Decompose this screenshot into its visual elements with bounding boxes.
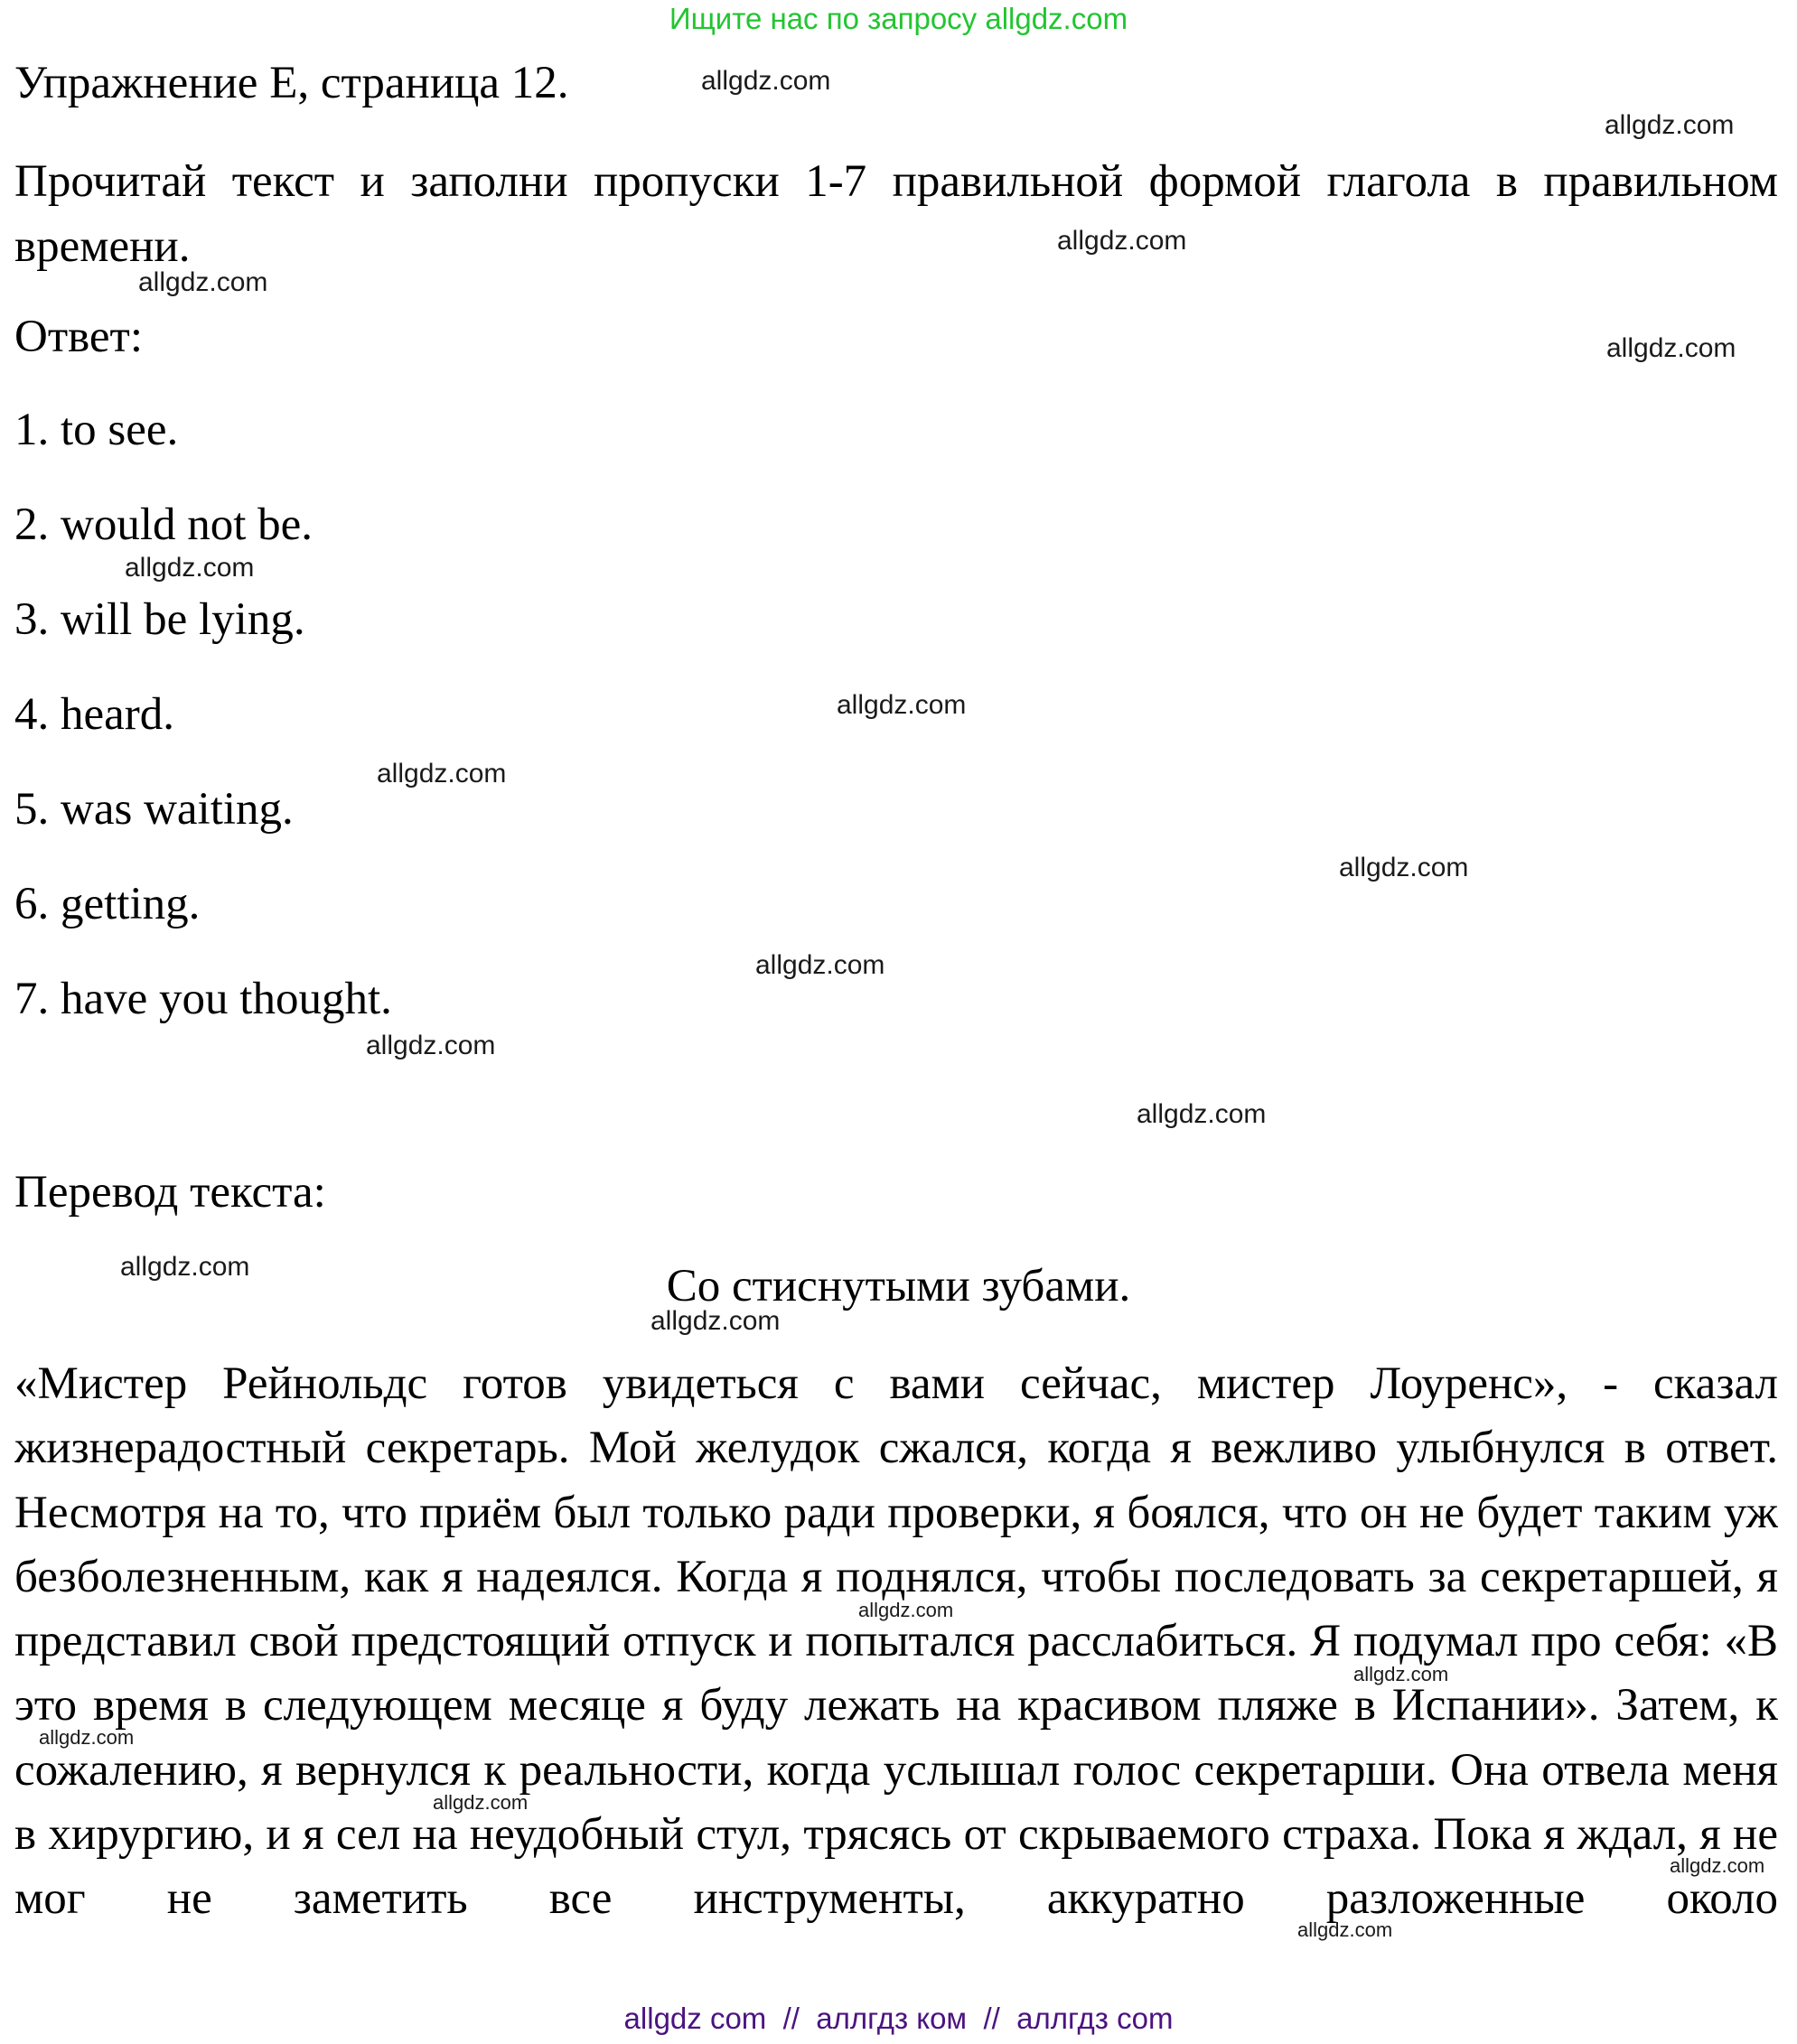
answer-item: 7. have you thought. [14, 974, 392, 1024]
answer-item: 4. heard. [14, 689, 175, 740]
answer-list [14, 403, 392, 1067]
watermark: allgdz.com [1339, 853, 1469, 882]
answer-item: 1. to see. [14, 405, 179, 455]
translation-label: Перевод текста: [14, 1167, 326, 1218]
footer-banner: allgdz com // аллгдз ком // аллгдз com [623, 2002, 1174, 2035]
watermark: allgdz.com [138, 267, 268, 297]
watermark: allgdz.com [650, 1306, 781, 1336]
answer-item: 3. will be lying. [14, 594, 305, 645]
search-banner: Ищите нас по запросу allgdz.com [669, 2, 1128, 35]
watermark: allgdz.com [39, 1726, 135, 1749]
watermark: allgdz.com [377, 759, 507, 789]
watermark: allgdz.com [1057, 226, 1187, 256]
story-title: Со стиснутыми зубами. [666, 1261, 1131, 1311]
watermark: allgdz.com [1606, 333, 1736, 363]
watermark: allgdz.com [125, 553, 255, 583]
watermark: allgdz.com [120, 1252, 250, 1282]
exercise-instruction: Прочитай текст и заполни пропуски 1-7 правильной формой глагола в правильном времени. [14, 156, 1778, 272]
watermark: allgdz.com [433, 1791, 529, 1814]
watermark: allgdz.com [858, 1599, 954, 1621]
answer-item: 2. would not be. [14, 499, 314, 550]
watermark: allgdz.com [1605, 110, 1735, 140]
watermark: allgdz.com [701, 66, 831, 96]
exercise-title: Упражнение E, страница 12. [14, 58, 569, 108]
watermark: allgdz.com [1353, 1663, 1449, 1685]
watermark: allgdz.com [366, 1031, 496, 1060]
watermark: allgdz.com [1137, 1099, 1267, 1129]
answer-item: 6. getting. [14, 879, 201, 929]
watermark: allgdz.com [1670, 1854, 1765, 1877]
watermark: allgdz.com [1297, 1918, 1393, 1941]
watermark: allgdz.com [755, 950, 885, 980]
answer-label: Ответ: [14, 312, 143, 362]
watermark: allgdz.com [837, 690, 967, 720]
answer-item: 5. was waiting. [14, 784, 294, 835]
story-body: «Мистер Рейнольдс готов увидеться с вами сейчас, мистер Лоуренс», - сказал жизнерадостный секретарь. Мой желудок сжался, когда я вежливо улыбнулся в ответ. Несмотря на то, что приём был только ради проверки, я боялся, что он не будет таким уж безболезненным, как я надеялся. Когда я поднялся, чтобы последовать за секретаршей, я представил свой предстоящий отпуск и попытался расслабиться. Я подумал про себя: «В это время в следующем месяце я буду лежать на красивом пляже в Испании». Затем, к сожалению, я вернулся к реальности, когда услышал голос секретарши. Она отвела меня в хирургию, и я сел на неудобный стул, трясясь от скрываемого страха. Пока я ждал, я не мог не заметить все инструменты, аккуратно разложенные около [14, 1358, 1778, 1925]
